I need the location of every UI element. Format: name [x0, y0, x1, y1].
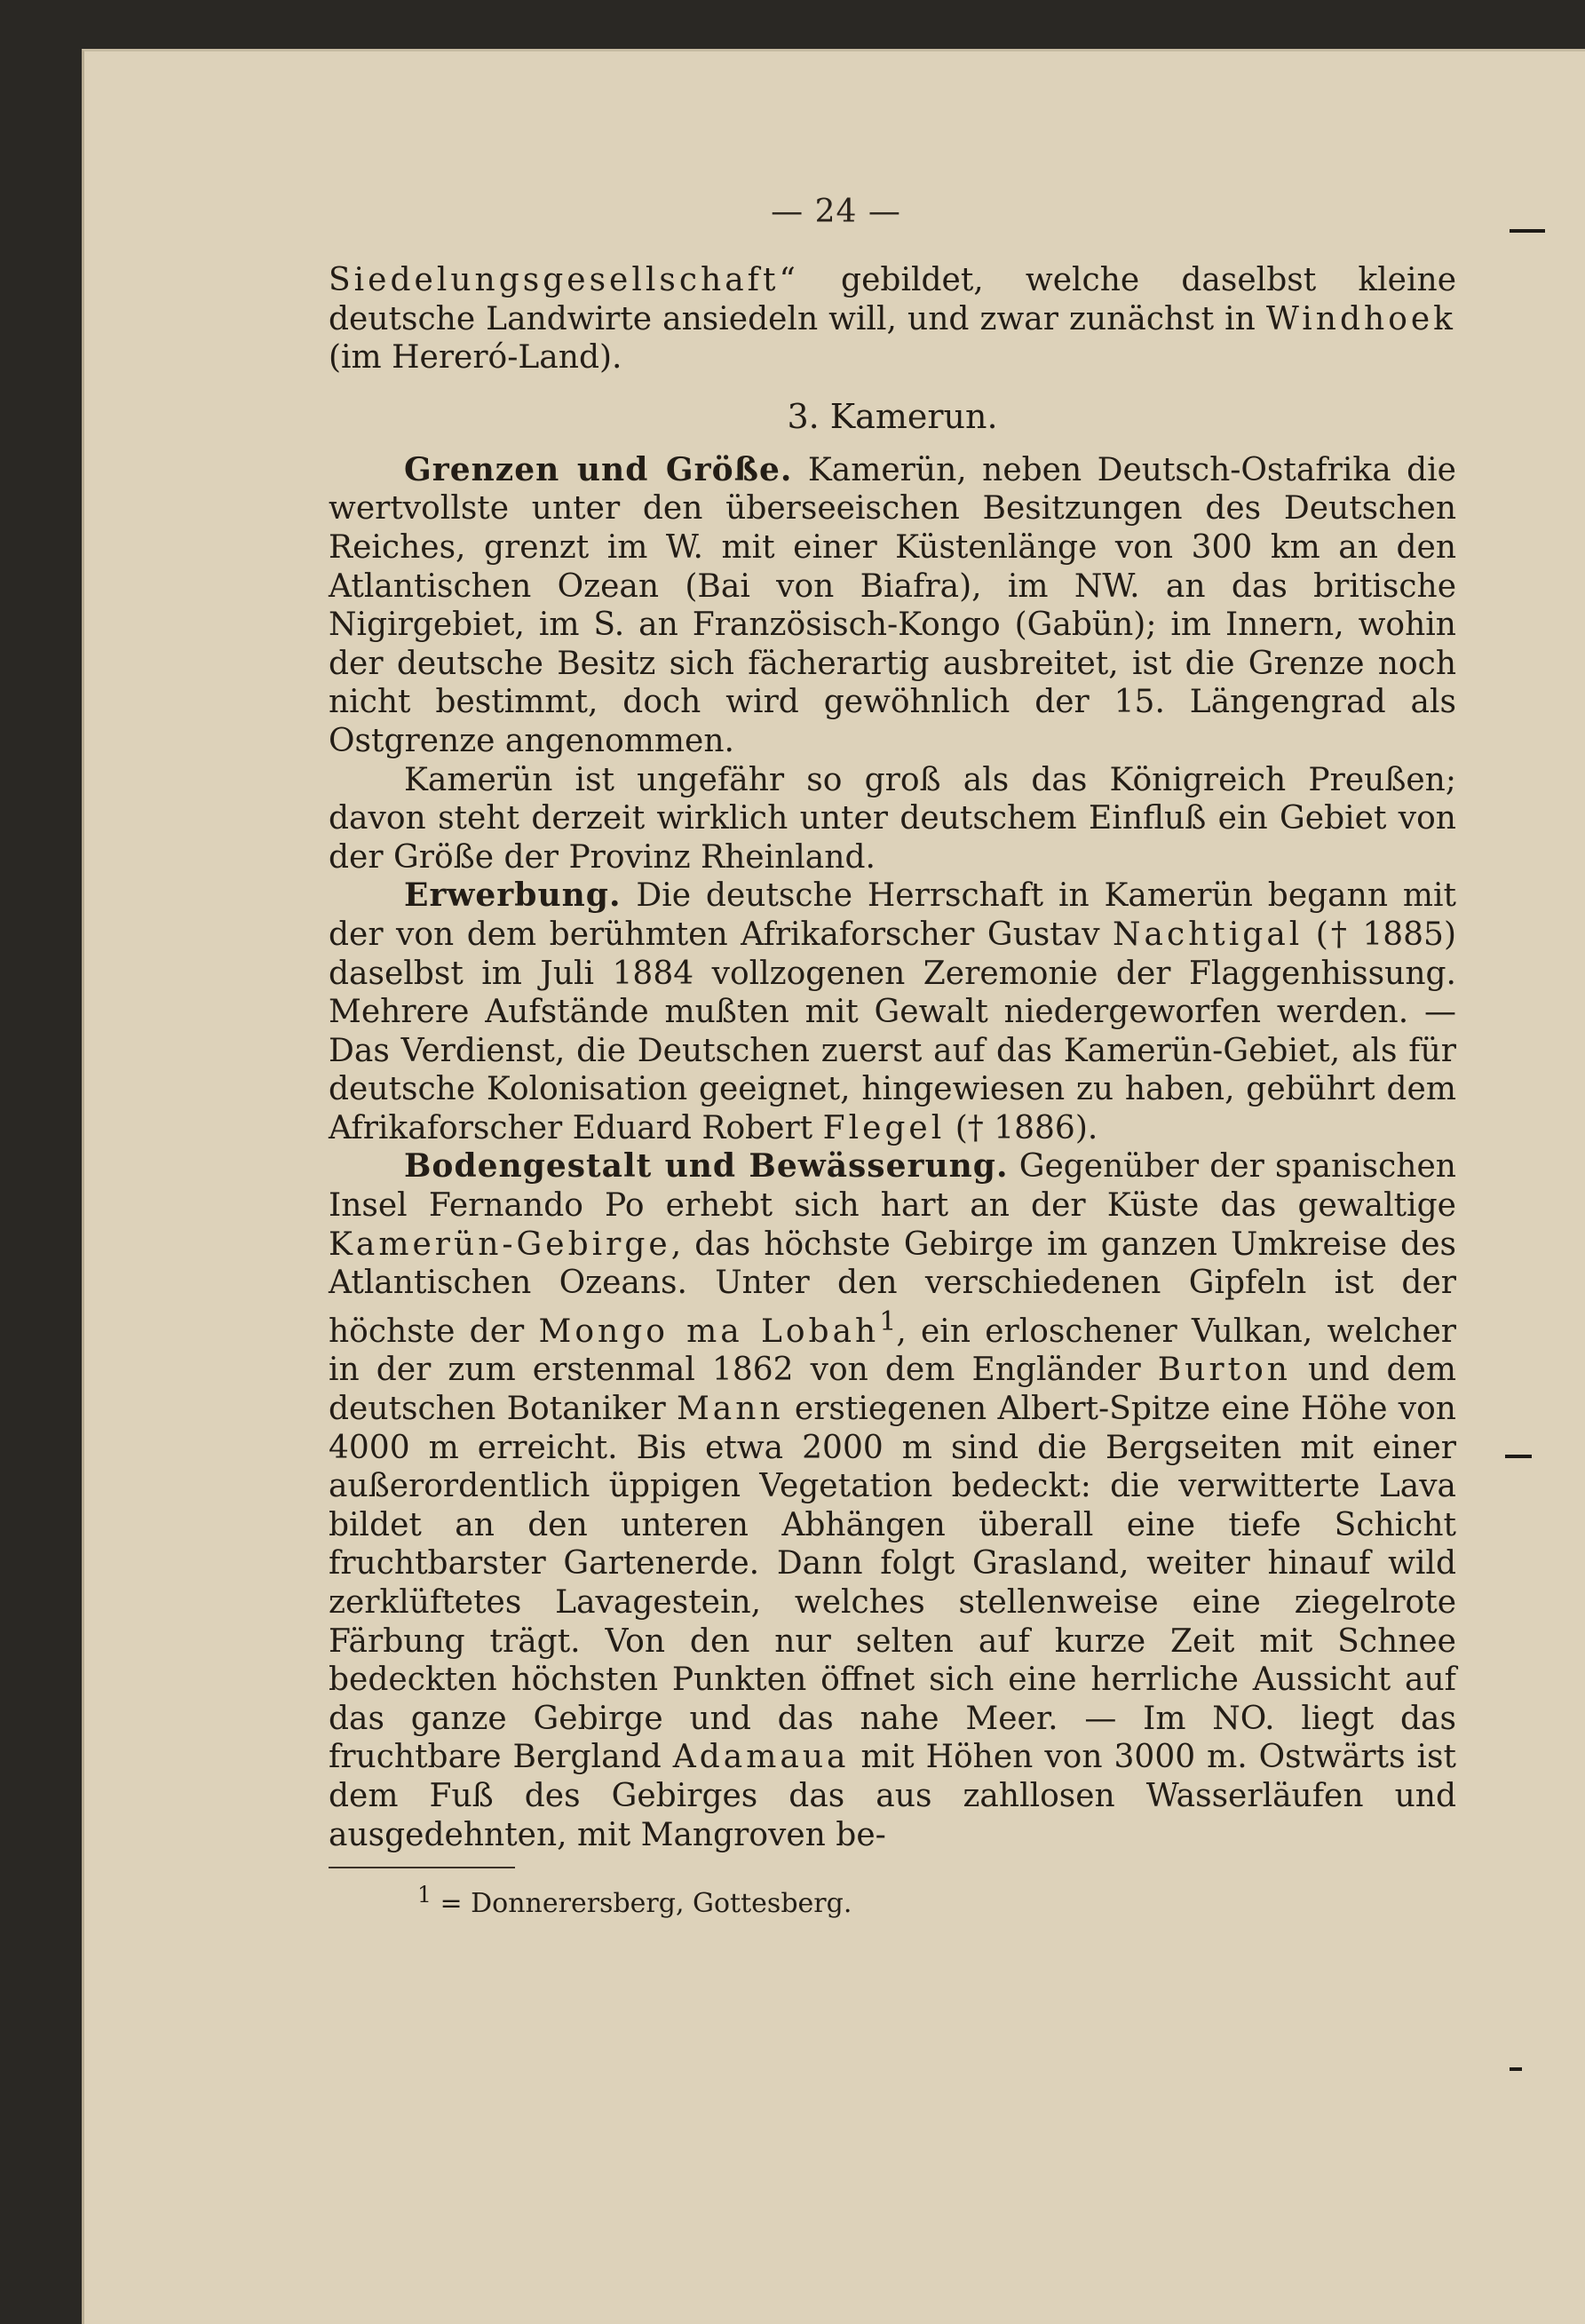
paragraph-text: , das höchste Gebirge im ganzen Umkreise des Atlantischen Ozeans. Unter den verschiedenen Gipfeln ist der höchste der: [329, 1225, 1456, 1350]
spaced-term: Kamerün-Gebirge: [329, 1225, 671, 1263]
paragraph-text: Kamerün ist ungefähr so groß als das Königreich Preußen; davon steht derzeit wirklich unter deutschem Einfluß ein Gebiet von der Größe der Provinz Rheinland.: [329, 761, 1456, 876]
paragraph-text: († 1885) daselbst im Juli 1884 vollzogenen Zeremonie der Flaggenhissung. Mehrere Aufstände mußten mit Gewalt niedergeworfen werden. — Das Verdienst, die Deutschen zuerst auf das Kamerün-Gebiet, als für deutsche Kolonisation geeignet, hingewiesen zu haben, gebührt dem Afrikaforscher Eduard Robert: [329, 916, 1457, 1146]
paragraph-text: und dem deutschen Botaniker: [329, 1352, 1456, 1428]
edge-mark: [1510, 229, 1545, 233]
footnote-text: = Donnerersberg, Gottesberg.: [431, 1888, 852, 1920]
edge-mark: [1510, 2067, 1522, 2071]
paragraph-text: mit Höhen von 3000 m. Ostwärts ist dem Fuß des Gebirges das aus zahllosen Wasserläufen und ausgedehnten, mit Mangroven be-: [329, 1739, 1456, 1853]
paragraph-text: Gegenüber der spanischen Insel Fernando Po erhebt sich hart an der Küste das gewaltige: [329, 1148, 1456, 1225]
paragraph-text: gebildet, welche daselbst kleine deutsche Landwirte ansiedeln will, und zwar zunächst in: [329, 262, 1456, 337]
paragraph-text: Die deutsche Herrschaft in Kamerün begann mit der von dem berühmten Afrikaforscher Gustav: [329, 877, 1456, 953]
section-heading: 3. Kamerun.: [787, 396, 998, 436]
paragraph-continuation: [329, 261, 1456, 377]
subheading-bodengestalt: Bodengestalt und Bewässerung.: [404, 1147, 1009, 1186]
spaced-term: Adamaua: [672, 1739, 850, 1776]
paragraph-erwerbung: [329, 876, 1456, 1147]
page-number: — 24 —: [771, 194, 901, 230]
edge-mark: [1505, 1455, 1532, 1458]
footnote-reference: 1: [879, 1305, 897, 1337]
paragraph-text: († 1886).: [945, 1109, 1098, 1146]
paragraph-groesse: [329, 761, 1456, 877]
paragraph-text: (im Hereró-Land).: [329, 339, 622, 377]
spaced-term: Siedelungsgesellschaft“: [329, 262, 799, 298]
paragraph-grenzen: [329, 451, 1456, 761]
subheading-grenzen: Grenzen und Größe.: [404, 450, 793, 488]
footnote-divider: [329, 1867, 515, 1868]
paragraph-text: , ein erloschener Vulkan, welcher in der zum erstenmal 1862 von dem Engländer: [329, 1313, 1456, 1389]
spaced-term: Burton: [1157, 1352, 1291, 1389]
spaced-term: Mongo ma Lobah: [538, 1313, 880, 1350]
spaced-term: Windhoek: [1265, 300, 1456, 337]
footnote: [329, 1877, 1456, 1922]
subheading-erwerbung: Erwerbung.: [404, 876, 622, 915]
spaced-term: Nachtigal: [1113, 916, 1304, 953]
page-body: [329, 261, 1456, 1922]
paragraph-text: Kamerün, neben Deutsch-Ostafrika die wertvollste unter den überseeischen Besitzungen des Deutschen Reiches, grenzt im W. mit einer Küstenlänge von 300 km an den Atlantischen Ozean (Bai von Biafra), im NW. an das britische Nigirgebiet, im S. an Französisch-Kongo (Gabün); im Innern, wohin der deutsche Besitz sich fächerartig ausbreitet, ist die Grenze noch nicht bestimmt, doch wird gewöhnlich der 15. Längengrad als Ostgrenze angenommen.: [329, 451, 1456, 759]
spaced-term: Mann: [676, 1391, 784, 1428]
paragraph-bodengestalt: [329, 1147, 1456, 1854]
book-page: [82, 49, 1585, 2324]
paragraph-text: erstiegenen Albert-Spitze eine Höhe von 4000 m erreicht. Bis etwa 2000 m sind die Bergseiten mit einer außerordentlich üppigen Vegetation bedeckt: die verwitterte Lava bildet an den unteren Abhängen überall eine tiefe Schicht fruchtbarster Gartenerde. Dann folgt Grasland, weiter hinauf wild zerklüftetes Lavagestein, welches stellenweise eine ziegelrote Färbung trägt. Von den nur selten auf kurze Zeit mit Schnee bedeckten höchsten Punkten öffnet sich eine herrliche Aussicht auf das ganze Gebirge und das nahe Meer. — Im NO. liegt das fruchtbare Bergland: [329, 1391, 1456, 1776]
spaced-term: Flegel: [822, 1109, 946, 1146]
footnote-marker: 1: [417, 1882, 432, 1908]
